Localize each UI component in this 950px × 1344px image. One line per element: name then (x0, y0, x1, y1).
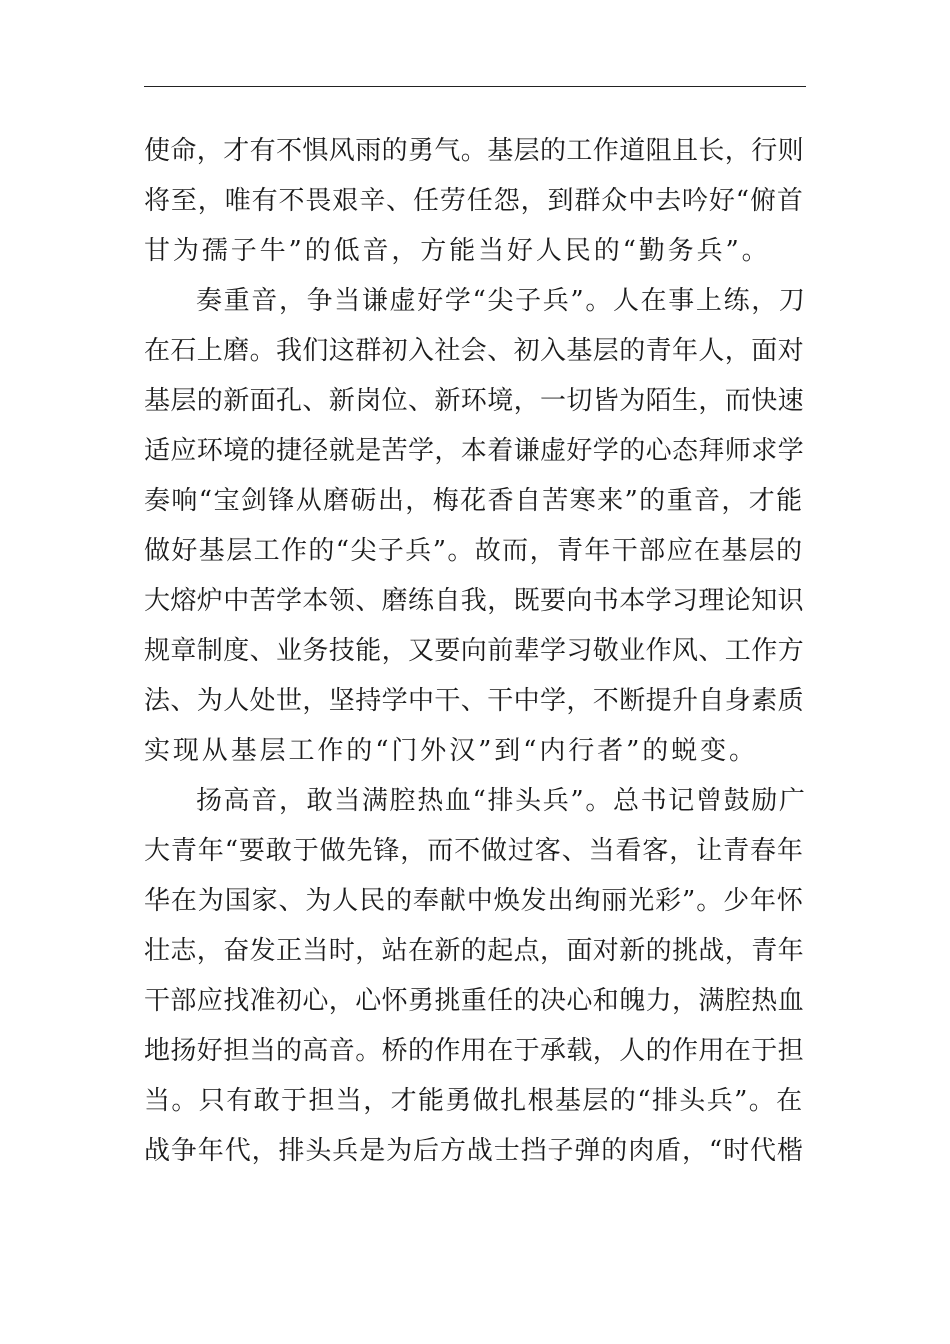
body-text (144, 126, 808, 1176)
text-line: 法、为人处世，坚持学中干、干中学，不断提升自身素质 (144, 686, 805, 716)
text-line: 奏响“宝剑锋从磨砺出，梅花香自苦寒来”的重音，才能 (144, 486, 804, 516)
text-line: 大青年“要敢于做先锋，而不做过客、当看客，让青春年 (144, 836, 804, 866)
text-line: 实现从基层工作的“门外汉”到“内行者”的蜕变。 (144, 736, 758, 766)
text-line: 大熔炉中苦学本领、磨练自我，既要向书本学习理论知识 (144, 586, 805, 616)
text-line: 壮志，奋发正当时，站在新的起点，面对新的挑战，青年 (144, 936, 805, 966)
header-rule (144, 86, 806, 87)
text-line: 使命，才有不惧风雨的勇气。基层的工作道阻且长，行则 (144, 136, 805, 166)
paragraph-start-line: 扬高音，敢当满腔热血“排头兵”。总书记曾鼓励广 (196, 786, 807, 816)
text-line: 当。只有敢于担当，才能勇做扎根基层的“排头兵”。在 (144, 1086, 804, 1116)
text-line: 在石上磨。我们这群初入社会、初入基层的青年人，面对 (144, 336, 805, 366)
paragraph-start-line: 奏重音，争当谦虚好学“尖子兵”。人在事上练，刀 (196, 286, 807, 316)
text-line: 将至，唯有不畏艰辛、任劳任怨，到群众中去吟好“俯首 (144, 186, 804, 216)
text-line: 适应环境的捷径就是苦学，本着谦虚好学的心态拜师求学 (144, 436, 805, 466)
text-line: 基层的新面孔、新岗位、新环境，一切皆为陌生，而快速 (144, 386, 805, 416)
text-line: 做好基层工作的“尖子兵”。故而，青年干部应在基层的 (144, 536, 804, 566)
text-line: 甘为孺子牛”的低音，方能当好人民的“勤务兵”。 (144, 236, 771, 266)
text-line: 干部应找准初心，心怀勇挑重任的决心和魄力，满腔热血 (144, 986, 805, 1016)
text-line: 战争年代，排头兵是为后方战士挡子弹的肉盾，“时代楷 (144, 1136, 804, 1166)
text-line: 地扬好担当的高音。桥的作用在于承载，人的作用在于担 (144, 1036, 805, 1066)
text-line: 规章制度、业务技能，又要向前辈学习敬业作风、工作方 (144, 636, 805, 666)
text-line: 华在为国家、为人民的奉献中焕发出绚丽光彩”。少年怀 (144, 886, 804, 916)
